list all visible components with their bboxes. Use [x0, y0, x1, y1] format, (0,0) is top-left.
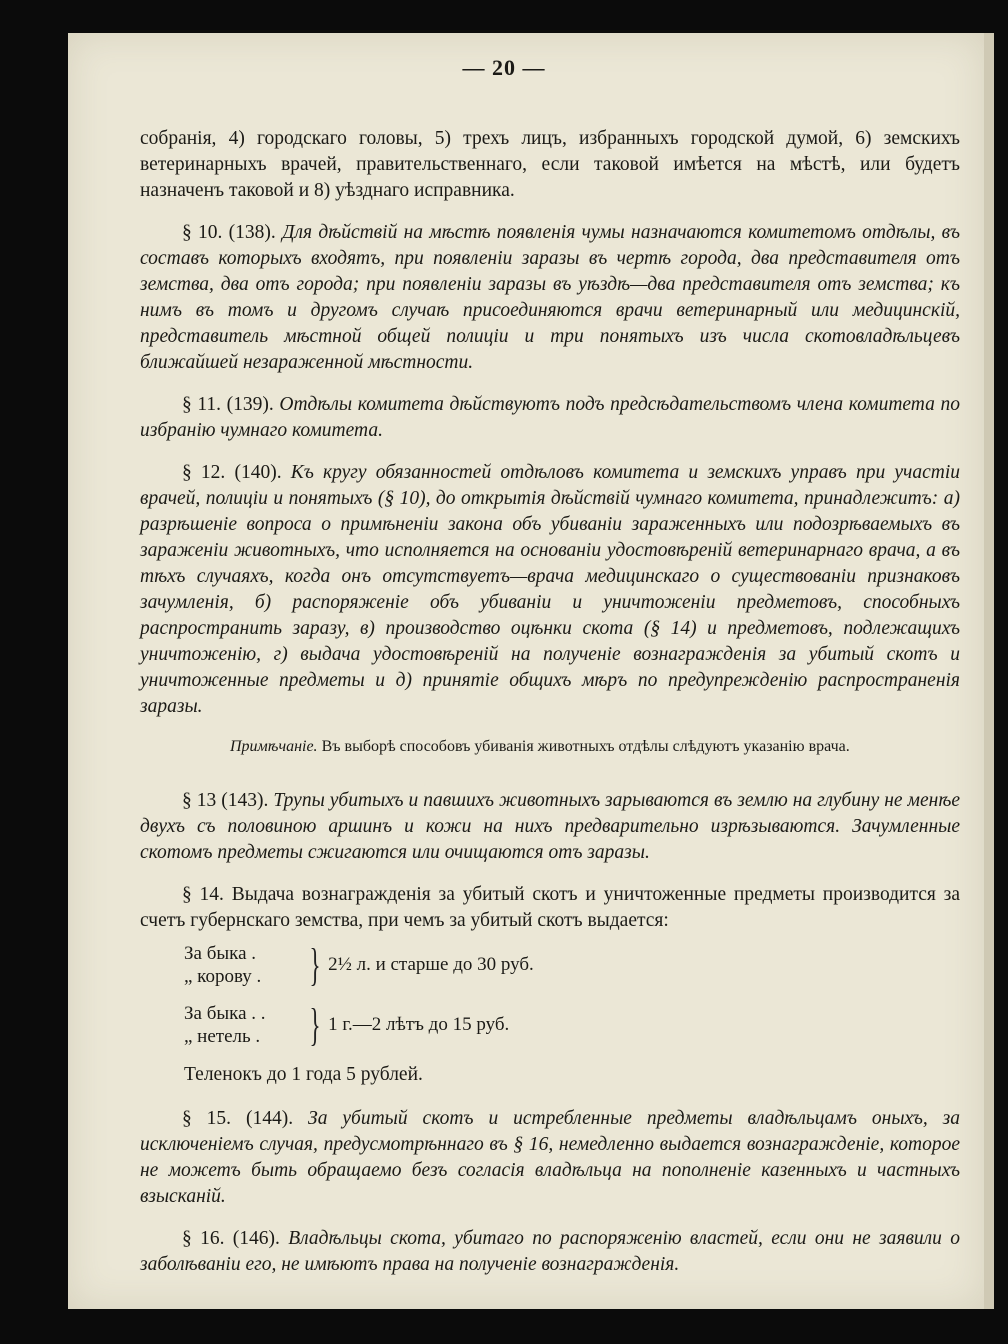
payment-table [184, 939, 960, 1050]
brace-icon: } [309, 999, 321, 1050]
section-15-text: За убитый скотъ и истребленные предметы владѣльцамъ оныхъ, за исключеніемъ случая, предусмотрѣннаго въ § 16, немедленно выдается вознагражденіе, которое не можетъ быть обращаемо безъ согласія владѣльца на пополненіе казенныхъ и частныхъ взысканій. [140, 1108, 961, 1207]
intro-paragraph: собранія, 4) городскаго головы, 5) трехъ лицъ, избранныхъ городской думой, 6) земскихъ ветеринарныхъ врачей, правительственнаго, если таковой имѣется на мѣстѣ, или будетъ назначенъ таковой и 8) уѣзднаго исправника. [140, 128, 960, 201]
section-16 [140, 1226, 960, 1278]
brace-icon: } [309, 939, 321, 990]
section-16-text: Владѣльцы скота, убитаго по распоряженію властей, если они не заявили о заболѣваніи его, не имѣютъ права на полученіе вознагражденія. [140, 1228, 960, 1275]
section-12-text: Къ кругу обязанностей отдѣловъ комитета и земскихъ управъ при участіи врачей, полиціи и понятыхъ (§ 10), до открытія дѣйствій чумнаго комитета, принадлежитъ: а) разрѣшеніе вопроса о примѣненіи закона объ убиваніи зараженныхъ или подозрѣваемыхъ въ зараженіи животныхъ, что исполняется на основаніи удостовѣреній ветеринарнаго врача, а въ тѣхъ случаяхъ, когда онъ отсутствуетъ—врача медицинскаго о существованіи признаковъ зачумленія, б) распоряженіе объ убиваніи и уничтоженіи предметовъ, способныхъ распространить заразу, в) производство оцѣнки скота (§ 14) и предметовъ, подлежащихъ уничтоженію, г) выдача удостовѣреній на полученіе вознагражденія за убитый скотъ и уничтоженные предметы и д) принятіе общихъ мѣръ по предупрежденію распространенія заразы. [140, 462, 960, 717]
section-10 [140, 220, 960, 376]
section-11-text: Отдѣлы комитета дѣйствуютъ подъ предсѣдательствомъ члена комитета по избранію чумнаго комитета. [140, 394, 960, 441]
section-14-text: Выдача вознагражденія за убитый скотъ и уничтоженные предметы производится за счетъ губернскаго земства, при чемъ за убитый скотъ выдается: [140, 884, 961, 931]
section-12-label: § 12. (140). [182, 462, 282, 483]
note-text: Въ выборѣ способовъ убиванія животныхъ отдѣлы слѣдуютъ указанію врача. [321, 738, 850, 755]
payment-label: За быка . [184, 943, 257, 964]
section-14 [140, 882, 960, 934]
section-13-text: Трупы убитыхъ и павшихъ животныхъ зарываются въ землю на глубину не менѣе двухъ съ половиною аршинъ и кожи на нихъ предварительно изрѣзываются. Зачумленные скотомъ предметы сжигаются или очищаются отъ заразы. [140, 790, 960, 863]
payment-labels [184, 1002, 304, 1048]
note-label: Примѣчаніе. [230, 738, 318, 755]
page-edge [984, 33, 994, 1309]
document-body [140, 126, 960, 1294]
note [230, 736, 960, 758]
section-15-label: § 15. (144). [182, 1108, 294, 1129]
payment-label: „ нетель . [184, 1026, 261, 1047]
payment-label: За быка . . [184, 1003, 266, 1024]
section-15 [140, 1106, 960, 1210]
section-12 [140, 460, 960, 720]
payment-row [184, 939, 960, 990]
payment-labels [184, 942, 304, 988]
payment-value: 1 г.—2 лѣтъ до 15 руб. [328, 1014, 510, 1035]
section-13-label: § 13 (143). [182, 790, 269, 811]
payment-row [184, 999, 960, 1050]
section-13 [140, 788, 960, 866]
calf-payment: Теленокъ до 1 года 5 рублей. [184, 1064, 423, 1085]
section-14-label: § 14. [182, 884, 224, 905]
section-11-label: § 11. (139). [182, 394, 274, 415]
payment-value: 2½ л. и старше до 30 руб. [328, 954, 534, 975]
section-16-label: § 16. (146). [182, 1228, 280, 1249]
page-number: — 20 — [462, 55, 546, 80]
section-10-label: § 10. (138). [182, 222, 276, 243]
section-11 [140, 392, 960, 444]
payment-label: „ корову . [184, 966, 262, 987]
section-10-text: Для дѣйствій на мѣстѣ появленія чумы назначаются комитетомъ отдѣлы, въ составъ которыхъ входятъ, при появленіи заразы въ чертѣ города, два представителя отъ земства, два отъ города; при появленіи заразы въ уѣздѣ—два представителя отъ земства; къ нимъ въ томъ и другомъ случаѣ присоединяются врачи ветеринарный или медицинскій, представитель мѣстной общей полиціи и три понятыхъ изъ числа скотовладѣльцевъ ближайшей незараженной мѣстности. [140, 222, 960, 373]
